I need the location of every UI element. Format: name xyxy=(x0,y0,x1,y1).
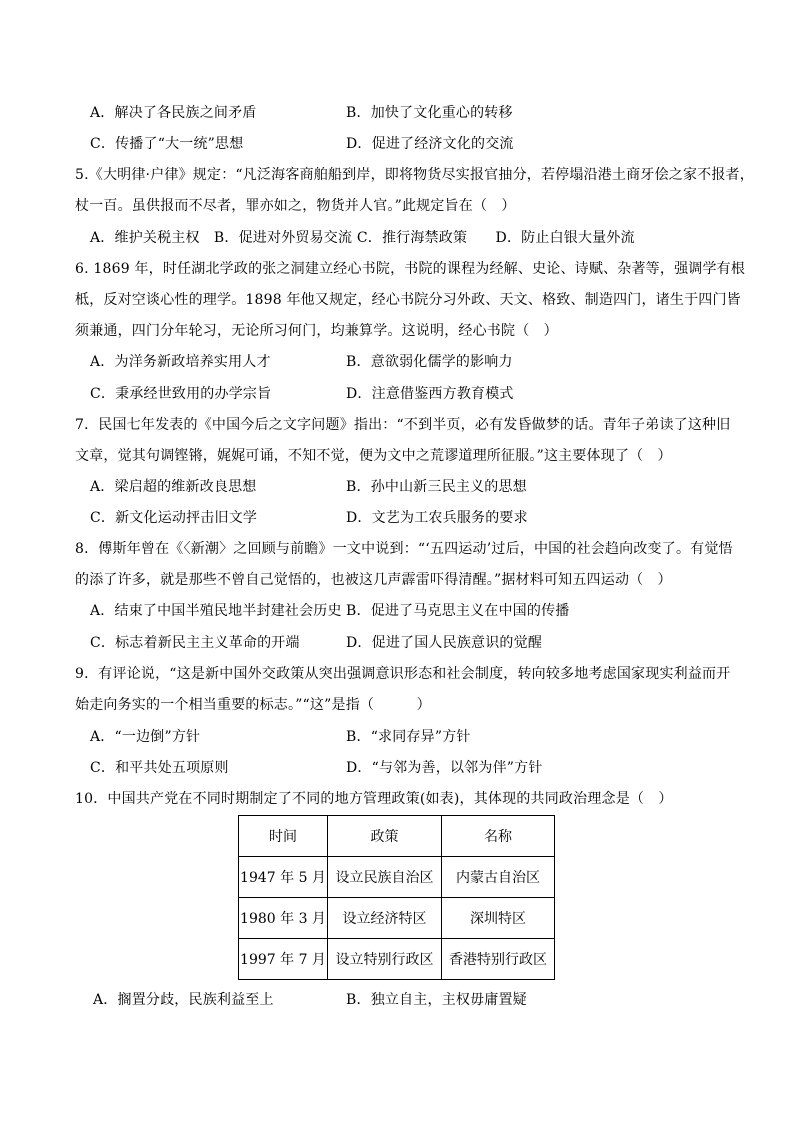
q8-stem-line-1: 8．傅斯年曾在《〈新潮〉之回顾与前瞻》一文中说到：“‘五四运动’过后，中国的社会趋向改变了。有觉悟 xyxy=(75,541,733,557)
q9-option-a: A．“一边倒”方针 xyxy=(90,729,201,745)
q10-option-a: A．搁置分歧，民族利益至上 xyxy=(93,992,274,1008)
table-row xyxy=(239,939,555,980)
q5-stem-line-1: 5.《大明律·户律》规定：“凡泛海客商舶船到岸，即将物货尽实报官抽分，若停塌沿港土商牙侩之家不报者， xyxy=(75,167,754,183)
q6-stem-line-1: 6. 1869 年，时任湖北学政的张之洞建立经心书院，书院的课程为经解、史论、诗赋、杂著等，强调学有根 xyxy=(75,261,746,277)
q9-option-c: C．和平共处五项原则 xyxy=(90,760,229,776)
q8-option-a: A．结束了中国半殖民地半封建社会历史 xyxy=(90,603,342,619)
q5-options: A．维护关税主权 B．促进对外贸易交流 C．推行海禁政策 D．防止白银大量外流 xyxy=(90,230,635,246)
q9-option-d: D．“与邻为善，以邻为伴”方针 xyxy=(346,760,543,776)
q9-stem-line-1: 9．有评论说，“这是新中国外交政策从突出强调意识形态和社会制度，转向较多地考虑国家现实利益而开 xyxy=(75,666,731,682)
table-cell: 深圳特区 xyxy=(442,898,555,939)
policy-table xyxy=(238,815,555,980)
q6-option-c: C．秉承经世致用的办学宗旨 xyxy=(90,386,272,402)
q4-option-a: A．解决了各民族之间矛盾 xyxy=(90,105,257,121)
table-cell: 设立特别行政区 xyxy=(328,939,442,980)
q10-option-b: B．独立自主，主权毋庸置疑 xyxy=(346,992,527,1008)
q7-stem-line-2: 文章，觉其句调铿锵，娓娓可诵，不知不觉，便为文中之荒谬道理所征服。”这主要体现了（ ） xyxy=(75,448,672,464)
q7-option-d: D．文艺为工农兵服务的要求 xyxy=(346,510,528,526)
table-cell: 内蒙古自治区 xyxy=(442,857,555,898)
table-cell: 设立经济特区 xyxy=(328,898,442,939)
q6-stem-line-2: 柢，反对空谈心性的理学。1898 年他又规定，经心书院分习外政、天文、格致、制造四门，诸生于四门皆 xyxy=(75,292,741,308)
table-row xyxy=(239,898,555,939)
q8-option-c: C．标志着新民主主义革命的开端 xyxy=(90,635,300,651)
q7-stem-line-1: 7．民国七年发表的《中国今后之文字问题》指出：“不到半页，必有发昏做梦的话。青年子弟读了这种旧 xyxy=(75,417,731,433)
q6-option-d: D．注意借鉴西方教育模式 xyxy=(346,386,514,402)
q9-stem-line-2: 始走向务实的一个相当重要的标志。”“这”是指（ ） xyxy=(75,697,431,713)
q6-stem-line-3: 须兼通，四门分年轮习，无论所习何门，均兼算学。这说明，经心书院（ ） xyxy=(75,323,558,339)
table-row xyxy=(239,857,555,898)
q7-option-c: C．新文化运动抨击旧文学 xyxy=(90,510,258,526)
table-cell: 设立民族自治区 xyxy=(328,857,442,898)
q4-option-b: B．加快了文化重心的转移 xyxy=(346,105,513,121)
table-cell: 1947 年 5 月 xyxy=(239,857,328,898)
q7-option-b: B．孙中山新三民主义的思想 xyxy=(346,479,527,495)
table-cell: 1997 年 7 月 xyxy=(239,939,328,980)
q4-option-c: C．传播了“大一统”思想 xyxy=(90,136,244,152)
q6-option-b: B．意欲弱化儒学的影响力 xyxy=(346,354,513,370)
q8-stem-line-2: 的添了许多，就是那些不曾自己觉悟的，也被这几声霹雷吓得清醒。”据材料可知五四运动（ ） xyxy=(75,572,672,588)
q7-option-a: A．梁启超的维新改良思想 xyxy=(90,479,257,495)
q6-option-a: A．为洋务新政培养实用人才 xyxy=(90,354,271,370)
q8-option-b: B．促进了马克思主义在中国的传播 xyxy=(346,603,570,619)
table-cell: 香港特别行政区 xyxy=(442,939,555,980)
q9-option-b: B．“求同存异”方针 xyxy=(346,729,471,745)
q5-stem-line-2: 杖一百。虽供报而不尽者，罪亦如之，物货并人官。”此规定旨在（ ） xyxy=(75,198,516,214)
q10-stem: 10．中国共产党在不同时期制定了不同的地方管理政策(如表)，其体现的共同政治理念是（ ） xyxy=(75,791,673,807)
table-cell: 1980 年 3 月 xyxy=(239,898,328,939)
q4-option-d: D．促进了经济文化的交流 xyxy=(346,136,514,152)
table-header-time: 时间 xyxy=(239,816,328,857)
q8-option-d: D．促进了国人民族意识的觉醒 xyxy=(346,635,543,651)
table-header-policy: 政策 xyxy=(328,816,442,857)
table-header-name: 名称 xyxy=(442,816,555,857)
table-header-row xyxy=(239,816,555,857)
